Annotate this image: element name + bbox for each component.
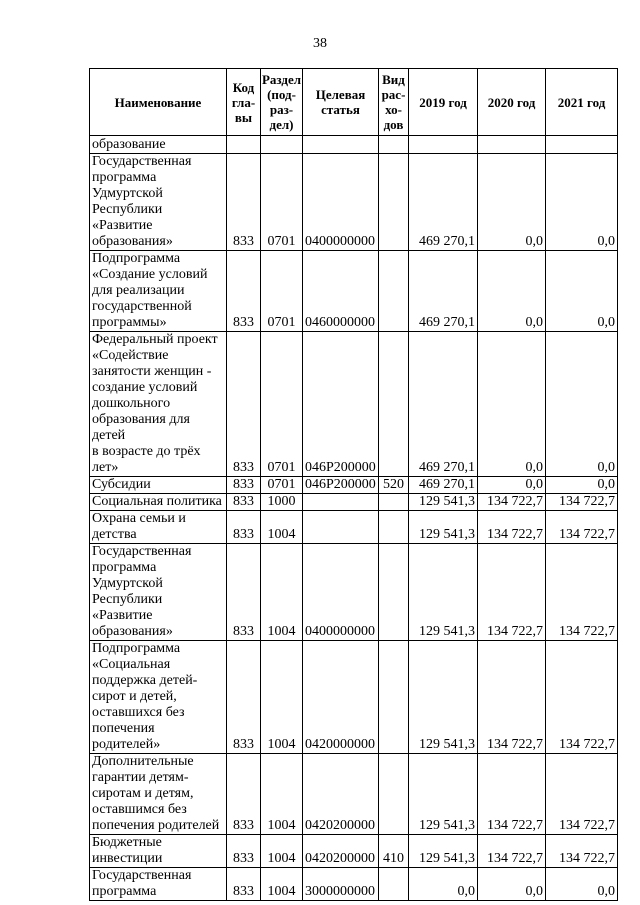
cell-line: Социальная политика [92, 494, 222, 509]
cell-kind [379, 136, 409, 154]
budget-table [89, 68, 618, 901]
cell-code: 833 [227, 251, 261, 332]
cell-line: Охрана семьи и [92, 511, 186, 526]
header-name: Наименование [90, 69, 227, 136]
cell-section: 0701 [261, 477, 303, 494]
cell-kind: 410 [379, 835, 409, 868]
table-row [90, 477, 618, 494]
cell-line: Удмуртской [92, 576, 163, 591]
cell-line: образования» [92, 624, 173, 639]
cell-line: «Содействие [92, 348, 169, 363]
cell-name [90, 511, 227, 544]
cell-line: лет» [92, 460, 119, 475]
cell-code: 833 [227, 494, 261, 511]
header-line: Код [232, 79, 255, 95]
cell-kind [379, 754, 409, 835]
cell-y2020: 0,0 [478, 251, 546, 332]
cell-kind [379, 544, 409, 641]
cell-kind: 520 [379, 477, 409, 494]
cell-y2021: 134 722,7 [546, 511, 618, 544]
cell-y2019: 0,0 [409, 868, 478, 901]
cell-target: 0400000000 [303, 154, 379, 251]
cell-name [90, 835, 227, 868]
cell-name [90, 868, 227, 901]
cell-y2019: 129 541,3 [409, 835, 478, 868]
table-row [90, 835, 618, 868]
table-row [90, 251, 618, 332]
header-2020: 2020 год [478, 69, 546, 136]
table-row [90, 868, 618, 901]
cell-line: сиротам и детям, [92, 786, 194, 801]
cell-line: Федеральный проект [92, 332, 218, 347]
cell-y2019: 129 541,3 [409, 754, 478, 835]
table-row [90, 754, 618, 835]
cell-y2020: 134 722,7 [478, 754, 546, 835]
cell-line: Республики «Развитие [92, 202, 163, 233]
header-line: вы [234, 109, 253, 125]
cell-name [90, 251, 227, 332]
cell-y2020 [478, 136, 546, 154]
cell-section: 1004 [261, 641, 303, 754]
table-row [90, 154, 618, 251]
cell-line: гарантии детям- [92, 770, 189, 785]
cell-kind [379, 154, 409, 251]
cell-line: Субсидии [92, 477, 151, 492]
cell-line: детства [92, 527, 137, 542]
table-row [90, 136, 618, 154]
cell-line: Республики «Развитие [92, 592, 163, 623]
cell-code: 833 [227, 868, 261, 901]
cell-line: государственной [92, 299, 192, 314]
cell-line: попечения родителей» [92, 721, 161, 752]
header-line: хо- [385, 102, 402, 117]
cell-y2019: 129 541,3 [409, 641, 478, 754]
header-section [261, 69, 303, 136]
cell-y2019: 129 541,3 [409, 511, 478, 544]
cell-section: 0701 [261, 251, 303, 332]
table-row [90, 544, 618, 641]
cell-line: программа [92, 560, 157, 575]
cell-name [90, 477, 227, 494]
cell-code: 833 [227, 835, 261, 868]
cell-line: поддержка детей- [92, 673, 198, 688]
cell-name [90, 544, 227, 641]
cell-line: инвестиции [92, 851, 163, 866]
cell-y2020: 134 722,7 [478, 511, 546, 544]
cell-name [90, 641, 227, 754]
cell-line: для реализации [92, 283, 185, 298]
cell-kind [379, 251, 409, 332]
cell-y2021 [546, 136, 618, 154]
cell-code: 833 [227, 154, 261, 251]
header-line: раз- [269, 102, 294, 117]
cell-target: 046P200000 [303, 332, 379, 477]
cell-y2020: 0,0 [478, 477, 546, 494]
table-row [90, 494, 618, 511]
cell-section: 1004 [261, 868, 303, 901]
cell-line: образование [92, 137, 166, 152]
cell-line: Государственная [92, 868, 192, 883]
cell-name [90, 494, 227, 511]
header-line: (под- [267, 87, 296, 102]
cell-kind [379, 641, 409, 754]
cell-section: 0701 [261, 154, 303, 251]
cell-code: 833 [227, 544, 261, 641]
cell-name [90, 332, 227, 477]
cell-y2020: 0,0 [478, 868, 546, 901]
cell-line: программы» [92, 315, 167, 330]
cell-line: «Социальная [92, 657, 171, 672]
cell-target [303, 511, 379, 544]
cell-line: Государственная [92, 544, 192, 559]
cell-y2019 [409, 136, 478, 154]
cell-section: 1004 [261, 511, 303, 544]
header-row [90, 69, 618, 136]
header-line: Вид [382, 72, 405, 87]
header-target [303, 69, 379, 136]
cell-section: 1000 [261, 494, 303, 511]
cell-target: 0460000000 [303, 251, 379, 332]
cell-section: 0701 [261, 332, 303, 477]
cell-target [303, 136, 379, 154]
cell-y2019: 469 270,1 [409, 251, 478, 332]
cell-name [90, 754, 227, 835]
cell-y2021: 0,0 [546, 332, 618, 477]
header-kind [379, 69, 409, 136]
cell-line: образования для детей [92, 412, 190, 443]
cell-kind [379, 511, 409, 544]
cell-line: Дополнительные [92, 754, 194, 769]
cell-y2021: 134 722,7 [546, 754, 618, 835]
cell-line: попечения родителей [92, 818, 220, 833]
cell-target: 046P200000 [303, 477, 379, 494]
cell-target: 0400000000 [303, 544, 379, 641]
header-line: Раздел [261, 72, 302, 87]
header-line: рас- [381, 87, 406, 102]
cell-y2019: 129 541,3 [409, 544, 478, 641]
cell-section: 1004 [261, 544, 303, 641]
page-number: 38 [313, 36, 327, 51]
cell-y2021: 0,0 [546, 477, 618, 494]
cell-y2021: 0,0 [546, 154, 618, 251]
header-line: дел) [269, 117, 294, 132]
cell-y2020: 134 722,7 [478, 544, 546, 641]
table-row [90, 641, 618, 754]
table-row [90, 332, 618, 477]
header-code [227, 69, 261, 136]
cell-line: Государственная [92, 154, 192, 169]
cell-y2021: 0,0 [546, 868, 618, 901]
cell-kind [379, 332, 409, 477]
header-line: дов [383, 117, 404, 132]
header-line: Целевая [315, 87, 366, 102]
cell-code: 833 [227, 511, 261, 544]
cell-target: 0420200000 [303, 835, 379, 868]
cell-section [261, 136, 303, 154]
cell-y2020: 134 722,7 [478, 494, 546, 511]
cell-y2019: 469 270,1 [409, 154, 478, 251]
header-2021: 2021 год [546, 69, 618, 136]
cell-code: 833 [227, 641, 261, 754]
header-line: гла- [231, 94, 256, 110]
cell-line: оставшихся без [92, 705, 185, 720]
cell-name [90, 154, 227, 251]
cell-line: образования» [92, 234, 173, 249]
cell-line: в возрасте до трёх [92, 444, 201, 459]
cell-line: оставшимся без [92, 802, 187, 817]
cell-y2020: 0,0 [478, 332, 546, 477]
cell-y2021: 134 722,7 [546, 544, 618, 641]
cell-target [303, 494, 379, 511]
cell-line: Удмуртской [92, 186, 163, 201]
cell-y2021: 134 722,7 [546, 494, 618, 511]
cell-y2019: 129 541,3 [409, 494, 478, 511]
cell-y2019: 469 270,1 [409, 477, 478, 494]
table-row [90, 511, 618, 544]
cell-line: занятости женщин - [92, 364, 212, 379]
cell-line: Подпрограмма [92, 641, 181, 656]
cell-name [90, 136, 227, 154]
cell-line: создание условий [92, 380, 198, 395]
cell-section: 1004 [261, 754, 303, 835]
cell-section: 1004 [261, 835, 303, 868]
cell-code: 833 [227, 754, 261, 835]
cell-line: Подпрограмма [92, 251, 181, 266]
cell-line: программа [92, 884, 157, 899]
header-line: статья [321, 102, 360, 117]
cell-target: 3000000000 [303, 868, 379, 901]
cell-kind [379, 494, 409, 511]
cell-line: сирот и детей, [92, 689, 177, 704]
cell-y2020: 134 722,7 [478, 641, 546, 754]
cell-line: дошкольного [92, 396, 171, 411]
cell-target: 0420200000 [303, 754, 379, 835]
cell-line: «Создание условий [92, 267, 208, 282]
cell-code [227, 136, 261, 154]
cell-y2021: 134 722,7 [546, 641, 618, 754]
cell-y2019: 469 270,1 [409, 332, 478, 477]
header-2019: 2019 год [409, 69, 478, 136]
cell-code: 833 [227, 332, 261, 477]
cell-kind [379, 868, 409, 901]
table-body [90, 136, 618, 901]
cell-code: 833 [227, 477, 261, 494]
cell-line: программа [92, 170, 157, 185]
cell-y2021: 0,0 [546, 251, 618, 332]
cell-y2021: 134 722,7 [546, 835, 618, 868]
cell-y2020: 134 722,7 [478, 835, 546, 868]
cell-line: Бюджетные [92, 835, 162, 850]
cell-y2020: 0,0 [478, 154, 546, 251]
cell-target: 0420000000 [303, 641, 379, 754]
